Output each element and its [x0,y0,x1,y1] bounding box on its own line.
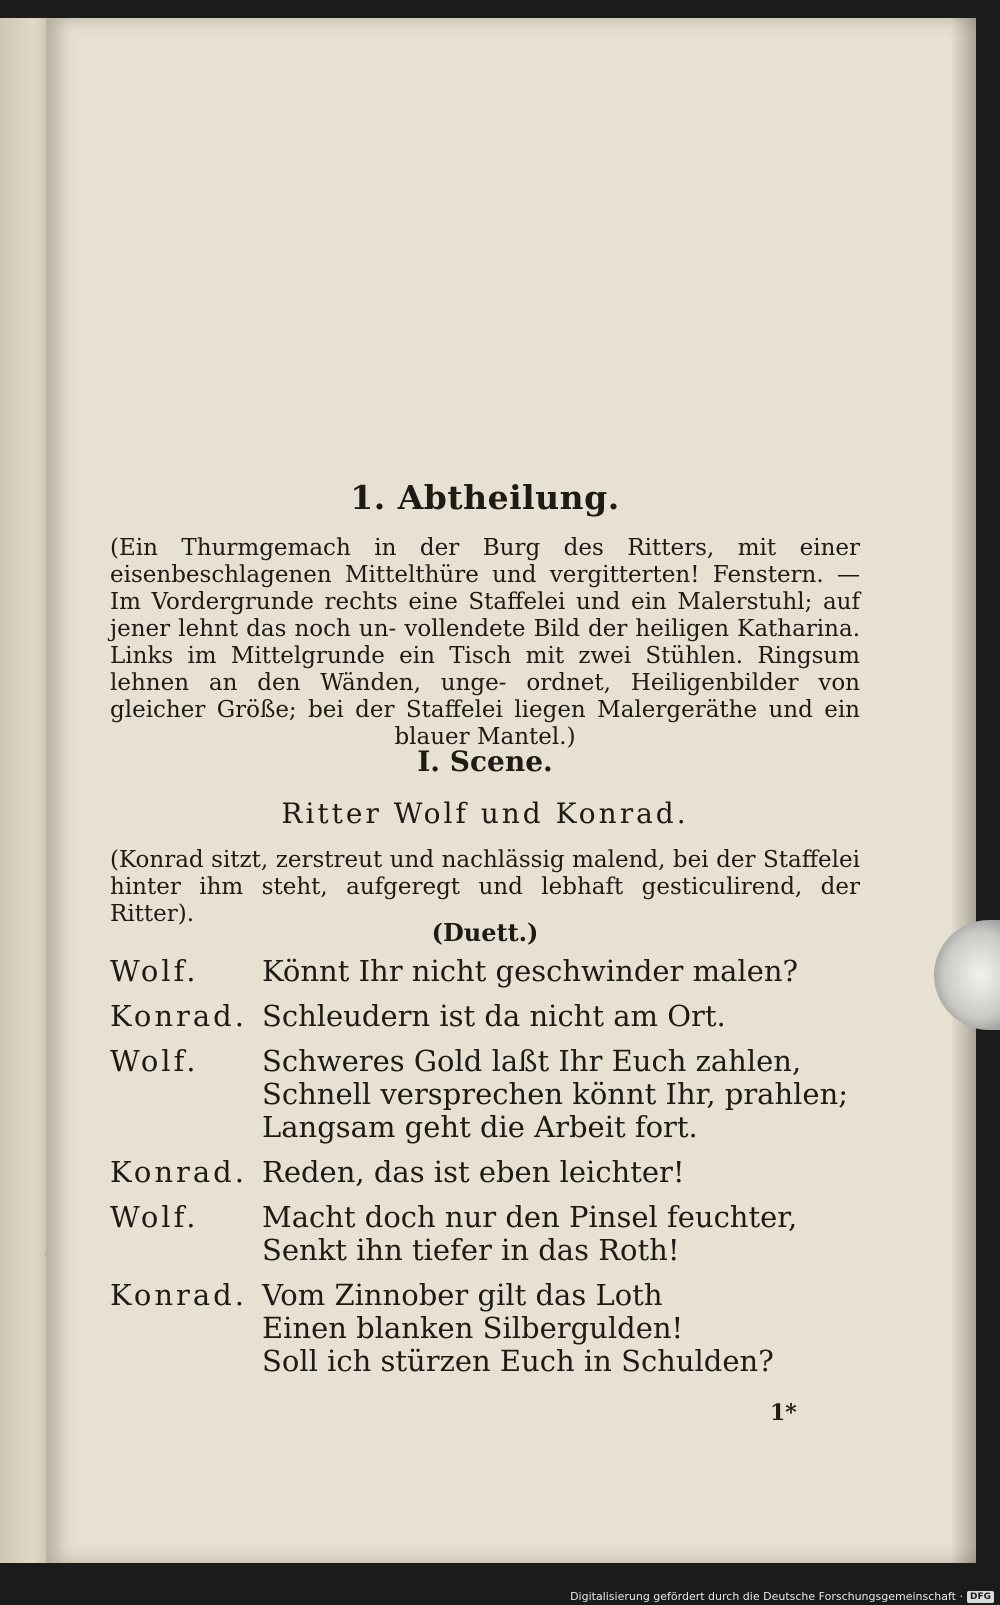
section-heading: 1. Abtheilung. [350,478,620,517]
verse-line: Macht doch nur den Pinsel feuchter, [262,1200,798,1234]
verse-line: Senkt ihn tiefer in das Roth! [262,1233,680,1267]
dfg-logo: DFG [967,1591,994,1603]
speaker-name: Konrad. [110,1155,247,1189]
dialogue [110,955,860,1390]
stage-direction-2: (Konrad sitzt, zerstreut und nachlässig malend, bei der Staffelei hinter ihm steht, aufgeregt und lebhaft gesticulirend, der Ritter). [110,847,860,927]
speaker-name: Konrad. [110,999,247,1033]
dialogue-line [110,1000,860,1033]
verse-line: Schweres Gold laßt Ihr Euch zahlen, [262,1044,802,1078]
verse-line: Schleudern ist da nicht am Ort. [262,999,726,1033]
verse-line: Reden, das ist eben leichter! [262,1155,685,1189]
verse-line: Schnell versprechen könnt Ihr, prahlen; [262,1077,849,1111]
duett-label: (Duett.) [431,918,539,947]
speaker-name: Wolf. [110,1200,199,1234]
speaker-name: Wolf. [110,1044,199,1078]
dialogue-line [110,1045,860,1144]
dialogue-line [110,1201,860,1267]
stage-direction: (Ein Thurmgemach in der Burg des Ritters, mit einer eisenbeschlagenen Mittelthüre und vergitterten! Fenstern. — Im Vordergrunde rechts eine Staffelei und ein Malerstuhl; auf jener lehnt das noch un- vollendete Bild der heiligen Katharina. Links im Mittelgrunde ein Tisch mit zwei Stühlen. Ringsum lehnen an den Wänden, unge- ordnet, Heiligenbilder von gleicher Größe; bei der Staffelei liegen Malergeräthe und ein blauer Mantel.) [110,535,860,750]
signature-mark: 1* [770,1400,797,1426]
verse-line: Einen blanken Silbergulden! [262,1311,684,1345]
footer-text: Digitalisierung gefördert durch die Deutsche Forschungsgemeinschaft · [570,1590,963,1603]
scene-title: I. Scene. [417,745,553,778]
speaker-name: Wolf. [110,954,199,988]
verse-line: Langsam geht die Arbeit fort. [262,1110,698,1144]
footer-credit [570,1590,994,1603]
verse-line: Vom Zinnober gilt das Loth [262,1278,663,1312]
verse-line: Soll ich stürzen Euch in Schulden? [262,1344,774,1378]
verse-line: Könnt Ihr nicht geschwinder malen? [262,954,799,988]
dialogue-line [110,955,860,988]
speaker-name: Konrad. [110,1278,247,1312]
dialogue-line [110,1156,860,1189]
dialogue-line [110,1279,860,1378]
cast-list: Ritter Wolf und Konrad. [281,797,689,830]
